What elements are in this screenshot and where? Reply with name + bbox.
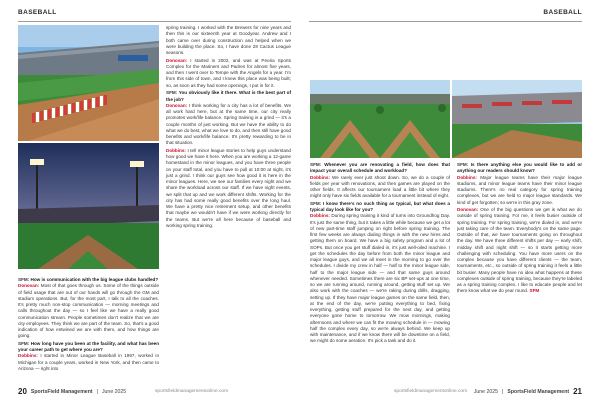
- column-2: [166, 25, 291, 383]
- paragraph-brewers: spring training. I worked with the Brewers for nine years and then this is our sixteenth year at Goodyear. Andrew and I both came over during construction and helped when we were building the place. So, I have done 28 Cactus League seasons.: [166, 25, 291, 55]
- column-1: [18, 277, 159, 383]
- photo-stands-crowd: [452, 80, 582, 158]
- paragraph-peoria: Donovan: I started in 2002, and was at Peoria Sports Complex for the Mariners and Padres for almost five years, and then I went over to Tempe with the Angels for a year. I'm from this side of town, and I knew this place was being built; so, as soon as they had some openings, I put in for it.: [166, 57, 291, 88]
- qa-renovation: SFM: Whenever you are renovating a field, how does that impact your overall schedule and workload? Dobbins: We rarely ever just shoot down. So, we do a couple of fields per year with renovations, and then games are played on the other fields. It affects our tournament load a little bit where they might only have six fields available for a tournament instead of eight.: [310, 162, 450, 199]
- issue-date-left: June 2025: [101, 388, 127, 395]
- paragraph-minor-league-stories: Dobbins: I tell minor league stories to help guys understand how good we have it here. When you are working a 12-game homestand in the minor leagues, and you have three people on your staff total, and you have to pull at 10:00 at night, it's just a grind. I think our guys see how good it is here in the minor leagues. Here, we see our families every night and we share the workload across our staff. If we have night events, we split that up and we work different shifts. Working for the city has had some really good benefits over the long haul. We have a pretty nice retirement setup, and other benefits that maybe we wouldn't have if we were working directly for the teams. But we're all here because of baseball and working spring training.: [166, 147, 291, 228]
- footer-right: June 2025 | SportsField Management 21: [473, 387, 582, 396]
- website-url-right: sportsfieldmanagementonline.com: [394, 389, 468, 394]
- column-4: [457, 162, 582, 383]
- publication-name-left: SportsField Management: [30, 388, 93, 395]
- photo-team-lineup: [18, 25, 159, 141]
- publication-name-right: SportsField Management: [507, 388, 570, 395]
- website-url-left: sportsfieldmanagementonline.com: [155, 389, 229, 394]
- qa-career-path: SFM: How long have you been at the facility, and what has been your career path to get where you are? Dobbins: I started in Minor League Baseball in 1997, worked in Michigan for a couple years, worked in New York, and then came to Arizona — right into: [18, 340, 159, 371]
- issue-date-right: June 2025: [473, 388, 499, 395]
- qa-communication: SFM: How is communication with the big league clubs handled? Donovan: Most of that goes through us. Some of the things outside of field usage that are out of our hands will go through the GM and stadium operations. But, for the most part, I talk to all the coaches. It's pretty much non-stop communication — morning meetings and calls throughout the day — so I feel like we have a really good communication stream. People sometimes don't realize that we are city employees. They think we are part of the team. So, that's a good indication of how entwined we are with them, and how things are going.: [18, 277, 159, 339]
- qa-best-part: SFM: You obviously like it there. What is the best part of the job? Donovan: I think working for a city has a lot of benefits. We all work hard here, but at the same time, our city really promotes work/life balance. Spring training is a grind — it's a couple months of just working. But we have the ability to do what we do best, what we love to do, and then still have good benefits and work/life balance. It's pretty rewarding to be in that situation.: [166, 90, 291, 146]
- qa-typical-day: SFM: I know there's no such thing as typical, but what does a typical day look like for you? Dobbins: During spring training it kind of turns into Groundhog Day. It's just the same thing, but it takes a little while because we get a lot of new part-time staff jumping on right before spring training. The first few weeks are always dialing things in with the new hires and getting them on board. We have a big safety program and a lot of SOPs. But once you get stuff dialed in, it's just well-oiled machine. I get the schedules the day before from both the minor league and major league guys, and we all meet in the morning to go over the schedules. I divide my crew in half — half to the minor league side, half to the major league side — and that same guys around whenever needed. Sometimes there are six BP set-ups at one time, so we are running around, running around, getting stuff set up. We also work with the coaches — we're raking during drills, dragging, setting up. If they have major league games on the same field, then, at the end of the day, we're putting everything to bed, fixing everything, getting stuff prepared for the next day, and getting everyone gone home to tomorrow. We mow mornings, making afternoons and where we can fit the mowing schedule in — mowing half the complex every day, so we're always behind. We keep up with maintenance, and if we know there will be downtime on a field, we might do some aeration. It's pick a task and do it.: [310, 200, 450, 344]
- footer-left: 20 SportsField Management | June 2025: [18, 387, 127, 396]
- column-3: [310, 162, 450, 383]
- photo-aerial-complex: [310, 80, 450, 158]
- section-label-left: BASEBALL: [18, 9, 57, 16]
- top-rule-left: [18, 21, 291, 22]
- qa-anything-else: SFM: Is there anything else you would like to add or anything our readers should know? Dobbins: Major league teams have their major league stadiums, and minor league teams have their minor league stadiums. There's no real category for spring training complexes, but we are held to major league standards. We kind of get forgotten; so we're in this gray zone.: [457, 162, 582, 205]
- page-number-left: 20: [18, 387, 27, 396]
- top-rule-right: [309, 21, 582, 22]
- section-label-right: BASEBALL: [543, 9, 582, 16]
- photo-stadium-dusk: [18, 143, 159, 269]
- end-mark: SFM: [529, 288, 540, 294]
- paragraph-outside-spring-training: Donovan: One of the big questions we get is what we do outside of spring training. For me, it feels busier outside of spring training. For spring training, we're dialed in, and we're just taking care of the team. Everybody's on the same page. Outside of that, we have tournaments going on throughout the day. We have three different shifts per day — early shift, midday shift and night shift — so it starts getting more challenging with scheduling. You have more users on the complex because you have different clients — the team, tournaments, etc., so outside of spring training it feels a little bit busier. Many people have no idea what happens at these complexes outside of spring training, because they're labeled as a spring training complex. I like to educate people and let them know what we do year round. SFM: [457, 207, 582, 294]
- page-number-right: 21: [573, 387, 582, 396]
